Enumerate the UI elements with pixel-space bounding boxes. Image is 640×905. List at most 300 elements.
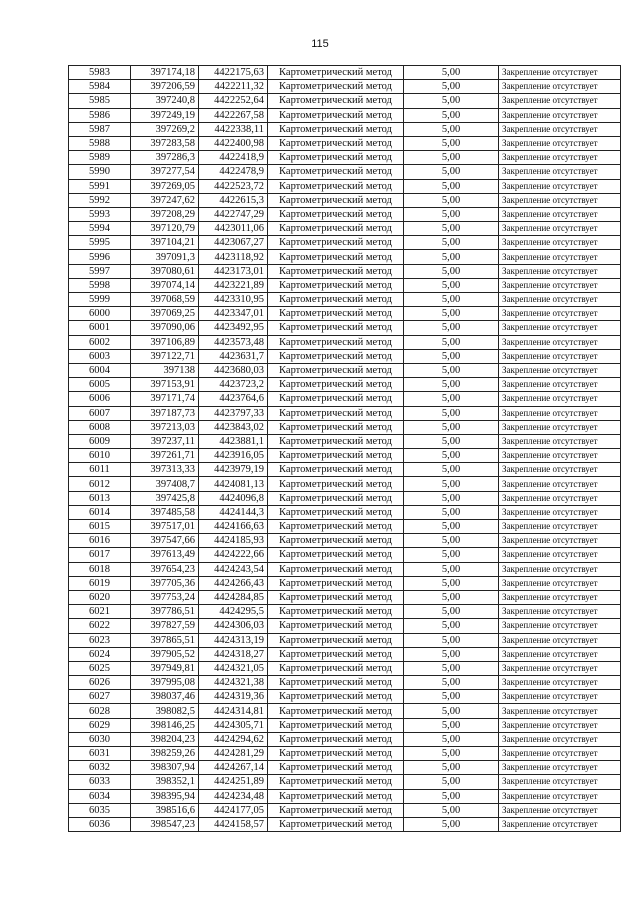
table-row — [69, 122, 621, 136]
fixing-description-cell: Закрепление отсутствует — [499, 590, 621, 604]
accuracy-cell: 5,00 — [404, 278, 499, 292]
fixing-description-cell: Закрепление отсутствует — [499, 704, 621, 718]
x-coordinate-cell: 398516,6 — [131, 803, 199, 817]
y-coordinate-cell: 4424321,05 — [199, 661, 268, 675]
point-number-cell: 6019 — [69, 576, 131, 590]
method-cell: Картометрический метод — [268, 250, 404, 264]
x-coordinate-cell: 397313,33 — [131, 463, 199, 477]
x-coordinate-cell: 397091,3 — [131, 250, 199, 264]
table-row — [69, 80, 621, 94]
accuracy-cell: 5,00 — [404, 704, 499, 718]
accuracy-cell: 5,00 — [404, 661, 499, 675]
fixing-description-cell: Закрепление отсутствует — [499, 122, 621, 136]
point-number-cell: 6023 — [69, 633, 131, 647]
y-coordinate-cell: 4424284,85 — [199, 590, 268, 604]
point-number-cell: 6032 — [69, 761, 131, 775]
x-coordinate-cell: 397206,59 — [131, 80, 199, 94]
x-coordinate-cell: 397249,19 — [131, 108, 199, 122]
fixing-description-cell: Закрепление отсутствует — [499, 363, 621, 377]
x-coordinate-cell: 397547,66 — [131, 534, 199, 548]
x-coordinate-cell: 397485,58 — [131, 505, 199, 519]
fixing-description-cell: Закрепление отсутствует — [499, 207, 621, 221]
table-row — [69, 590, 621, 604]
method-cell: Картометрический метод — [268, 761, 404, 775]
x-coordinate-cell: 397074,14 — [131, 278, 199, 292]
accuracy-cell: 5,00 — [404, 236, 499, 250]
fixing-description-cell: Закрепление отсутствует — [499, 165, 621, 179]
fixing-description-cell: Закрепление отсутствует — [499, 94, 621, 108]
table-row — [69, 193, 621, 207]
point-number-cell: 6028 — [69, 704, 131, 718]
fixing-description-cell: Закрепление отсутствует — [499, 151, 621, 165]
x-coordinate-cell: 397286,3 — [131, 151, 199, 165]
accuracy-cell: 5,00 — [404, 165, 499, 179]
accuracy-cell: 5,00 — [404, 491, 499, 505]
x-coordinate-cell: 397425,8 — [131, 491, 199, 505]
y-coordinate-cell: 4423680,03 — [199, 363, 268, 377]
accuracy-cell: 5,00 — [404, 307, 499, 321]
x-coordinate-cell: 397865,51 — [131, 633, 199, 647]
fixing-description-cell: Закрепление отсутствует — [499, 449, 621, 463]
table-row — [69, 250, 621, 264]
table-row — [69, 477, 621, 491]
accuracy-cell: 5,00 — [404, 349, 499, 363]
accuracy-cell: 5,00 — [404, 817, 499, 831]
y-coordinate-cell: 4424321,38 — [199, 676, 268, 690]
accuracy-cell: 5,00 — [404, 803, 499, 817]
accuracy-cell: 5,00 — [404, 151, 499, 165]
y-coordinate-cell: 4424185,93 — [199, 534, 268, 548]
table-row — [69, 548, 621, 562]
table-row — [69, 676, 621, 690]
x-coordinate-cell: 397104,21 — [131, 236, 199, 250]
method-cell: Картометрический метод — [268, 122, 404, 136]
x-coordinate-cell: 397827,59 — [131, 619, 199, 633]
fixing-description-cell: Закрепление отсутствует — [499, 803, 621, 817]
table-row — [69, 690, 621, 704]
table-row — [69, 179, 621, 193]
fixing-description-cell: Закрепление отсутствует — [499, 179, 621, 193]
method-cell: Картометрический метод — [268, 363, 404, 377]
point-number-cell: 6006 — [69, 392, 131, 406]
x-coordinate-cell: 397187,73 — [131, 406, 199, 420]
method-cell: Картометрический метод — [268, 590, 404, 604]
fixing-description-cell: Закрепление отсутствует — [499, 136, 621, 150]
method-cell: Картометрический метод — [268, 548, 404, 562]
method-cell: Картометрический метод — [268, 718, 404, 732]
method-cell: Картометрический метод — [268, 264, 404, 278]
x-coordinate-cell: 398307,94 — [131, 761, 199, 775]
x-coordinate-cell: 397995,08 — [131, 676, 199, 690]
point-number-cell: 5999 — [69, 293, 131, 307]
method-cell: Картометрический метод — [268, 789, 404, 803]
fixing-description-cell: Закрепление отсутствует — [499, 647, 621, 661]
method-cell: Картометрический метод — [268, 775, 404, 789]
table-row — [69, 264, 621, 278]
y-coordinate-cell: 4422478,9 — [199, 165, 268, 179]
method-cell: Картометрический метод — [268, 732, 404, 746]
y-coordinate-cell: 4423916,05 — [199, 449, 268, 463]
fixing-description-cell: Закрепление отсутствует — [499, 278, 621, 292]
x-coordinate-cell: 398082,5 — [131, 704, 199, 718]
point-number-cell: 6016 — [69, 534, 131, 548]
x-coordinate-cell: 398204,23 — [131, 732, 199, 746]
table-row — [69, 278, 621, 292]
y-coordinate-cell: 4424177,05 — [199, 803, 268, 817]
point-number-cell: 5997 — [69, 264, 131, 278]
point-number-cell: 6034 — [69, 789, 131, 803]
table-row — [69, 151, 621, 165]
y-coordinate-cell: 4424158,57 — [199, 817, 268, 831]
point-number-cell: 5987 — [69, 122, 131, 136]
y-coordinate-cell: 4422523,72 — [199, 179, 268, 193]
accuracy-cell: 5,00 — [404, 207, 499, 221]
method-cell: Картометрический метод — [268, 647, 404, 661]
x-coordinate-cell: 398146,25 — [131, 718, 199, 732]
x-coordinate-cell: 397949,81 — [131, 661, 199, 675]
x-coordinate-cell: 398352,1 — [131, 775, 199, 789]
fixing-description-cell: Закрепление отсутствует — [499, 80, 621, 94]
point-number-cell: 5991 — [69, 179, 131, 193]
page-number: 115 — [311, 38, 329, 50]
point-number-cell: 5995 — [69, 236, 131, 250]
point-number-cell: 6035 — [69, 803, 131, 817]
point-number-cell: 6033 — [69, 775, 131, 789]
method-cell: Картометрический метод — [268, 463, 404, 477]
table-row — [69, 66, 621, 80]
point-number-cell: 6036 — [69, 817, 131, 831]
method-cell: Картометрический метод — [268, 449, 404, 463]
method-cell: Картометрический метод — [268, 619, 404, 633]
y-coordinate-cell: 4423764,6 — [199, 392, 268, 406]
accuracy-cell: 5,00 — [404, 505, 499, 519]
point-number-cell: 6010 — [69, 449, 131, 463]
table-row — [69, 761, 621, 775]
fixing-description-cell: Закрепление отсутствует — [499, 732, 621, 746]
point-number-cell: 6008 — [69, 420, 131, 434]
table-row — [69, 307, 621, 321]
table-row — [69, 392, 621, 406]
fixing-description-cell: Закрепление отсутствует — [499, 193, 621, 207]
table-row — [69, 747, 621, 761]
y-coordinate-cell: 4423011,06 — [199, 222, 268, 236]
x-coordinate-cell: 397705,36 — [131, 576, 199, 590]
fixing-description-cell: Закрепление отсутствует — [499, 264, 621, 278]
x-coordinate-cell: 397174,18 — [131, 66, 199, 80]
accuracy-cell: 5,00 — [404, 676, 499, 690]
accuracy-cell: 5,00 — [404, 619, 499, 633]
y-coordinate-cell: 4423979,19 — [199, 463, 268, 477]
y-coordinate-cell: 4422252,64 — [199, 94, 268, 108]
x-coordinate-cell: 398395,94 — [131, 789, 199, 803]
accuracy-cell: 5,00 — [404, 590, 499, 604]
method-cell: Картометрический метод — [268, 236, 404, 250]
point-number-cell: 6018 — [69, 562, 131, 576]
accuracy-cell: 5,00 — [404, 633, 499, 647]
table-row — [69, 505, 621, 519]
accuracy-cell: 5,00 — [404, 761, 499, 775]
point-number-cell: 5989 — [69, 151, 131, 165]
point-number-cell: 6024 — [69, 647, 131, 661]
y-coordinate-cell: 4422175,63 — [199, 66, 268, 80]
fixing-description-cell: Закрепление отсутствует — [499, 108, 621, 122]
point-number-cell: 6012 — [69, 477, 131, 491]
accuracy-cell: 5,00 — [404, 463, 499, 477]
accuracy-cell: 5,00 — [404, 690, 499, 704]
x-coordinate-cell: 397613,49 — [131, 548, 199, 562]
method-cell: Картометрический метод — [268, 633, 404, 647]
y-coordinate-cell: 4423067,27 — [199, 236, 268, 250]
fixing-description-cell: Закрепление отсутствует — [499, 775, 621, 789]
table-row — [69, 449, 621, 463]
accuracy-cell: 5,00 — [404, 747, 499, 761]
method-cell: Картометрический метод — [268, 520, 404, 534]
method-cell: Картометрический метод — [268, 207, 404, 221]
point-number-cell: 5990 — [69, 165, 131, 179]
method-cell: Картометрический метод — [268, 605, 404, 619]
y-coordinate-cell: 4423118,92 — [199, 250, 268, 264]
fixing-description-cell: Закрепление отсутствует — [499, 747, 621, 761]
table-row — [69, 349, 621, 363]
accuracy-cell: 5,00 — [404, 250, 499, 264]
point-number-cell: 5996 — [69, 250, 131, 264]
method-cell: Картометрический метод — [268, 704, 404, 718]
table-row — [69, 293, 621, 307]
fixing-description-cell: Закрепление отсутствует — [499, 236, 621, 250]
y-coordinate-cell: 4424318,27 — [199, 647, 268, 661]
table-row — [69, 165, 621, 179]
accuracy-cell: 5,00 — [404, 321, 499, 335]
table-row — [69, 335, 621, 349]
y-coordinate-cell: 4424144,3 — [199, 505, 268, 519]
table-row — [69, 817, 621, 831]
y-coordinate-cell: 4423347,01 — [199, 307, 268, 321]
y-coordinate-cell: 4422747,29 — [199, 207, 268, 221]
y-coordinate-cell: 4423573,48 — [199, 335, 268, 349]
x-coordinate-cell: 397753,24 — [131, 590, 199, 604]
point-number-cell: 5998 — [69, 278, 131, 292]
point-number-cell: 5985 — [69, 94, 131, 108]
x-coordinate-cell: 397171,74 — [131, 392, 199, 406]
accuracy-cell: 5,00 — [404, 534, 499, 548]
x-coordinate-cell: 397517,01 — [131, 520, 199, 534]
method-cell: Картометрический метод — [268, 576, 404, 590]
y-coordinate-cell: 4423492,95 — [199, 321, 268, 335]
fixing-description-cell: Закрепление отсутствует — [499, 619, 621, 633]
accuracy-cell: 5,00 — [404, 335, 499, 349]
y-coordinate-cell: 4422338,11 — [199, 122, 268, 136]
fixing-description-cell: Закрепление отсутствует — [499, 250, 621, 264]
method-cell: Картометрический метод — [268, 477, 404, 491]
y-coordinate-cell: 4424081,13 — [199, 477, 268, 491]
fixing-description-cell: Закрепление отсутствует — [499, 307, 621, 321]
accuracy-cell: 5,00 — [404, 222, 499, 236]
method-cell: Картометрический метод — [268, 222, 404, 236]
point-number-cell: 6031 — [69, 747, 131, 761]
y-coordinate-cell: 4424234,48 — [199, 789, 268, 803]
fixing-description-cell: Закрепление отсутствует — [499, 66, 621, 80]
x-coordinate-cell: 397905,52 — [131, 647, 199, 661]
method-cell: Картометрический метод — [268, 108, 404, 122]
table-row — [69, 520, 621, 534]
y-coordinate-cell: 4423797,33 — [199, 406, 268, 420]
y-coordinate-cell: 4423221,89 — [199, 278, 268, 292]
x-coordinate-cell: 397786,51 — [131, 605, 199, 619]
y-coordinate-cell: 4424266,43 — [199, 576, 268, 590]
point-number-cell: 6009 — [69, 434, 131, 448]
fixing-description-cell: Закрепление отсутствует — [499, 817, 621, 831]
point-number-cell: 6007 — [69, 406, 131, 420]
y-coordinate-cell: 4424295,5 — [199, 605, 268, 619]
fixing-description-cell: Закрепление отсутствует — [499, 718, 621, 732]
fixing-description-cell: Закрепление отсутствует — [499, 562, 621, 576]
method-cell: Картометрический метод — [268, 434, 404, 448]
fixing-description-cell: Закрепление отсутствует — [499, 392, 621, 406]
point-number-cell: 6025 — [69, 661, 131, 675]
method-cell: Картометрический метод — [268, 420, 404, 434]
x-coordinate-cell: 397240,8 — [131, 94, 199, 108]
table-row — [69, 789, 621, 803]
y-coordinate-cell: 4423723,2 — [199, 378, 268, 392]
x-coordinate-cell: 397068,59 — [131, 293, 199, 307]
y-coordinate-cell: 4424294,62 — [199, 732, 268, 746]
accuracy-cell: 5,00 — [404, 732, 499, 746]
accuracy-cell: 5,00 — [404, 718, 499, 732]
y-coordinate-cell: 4424222,66 — [199, 548, 268, 562]
table-row — [69, 136, 621, 150]
y-coordinate-cell: 4424166,63 — [199, 520, 268, 534]
fixing-description-cell: Закрепление отсутствует — [499, 520, 621, 534]
point-number-cell: 6017 — [69, 548, 131, 562]
accuracy-cell: 5,00 — [404, 193, 499, 207]
accuracy-cell: 5,00 — [404, 434, 499, 448]
fixing-description-cell: Закрепление отсутствует — [499, 434, 621, 448]
fixing-description-cell: Закрепление отсутствует — [499, 420, 621, 434]
method-cell: Картометрический метод — [268, 392, 404, 406]
accuracy-cell: 5,00 — [404, 520, 499, 534]
method-cell: Картометрический метод — [268, 349, 404, 363]
accuracy-cell: 5,00 — [404, 264, 499, 278]
accuracy-cell: 5,00 — [404, 562, 499, 576]
accuracy-cell: 5,00 — [404, 477, 499, 491]
x-coordinate-cell: 397654,23 — [131, 562, 199, 576]
accuracy-cell: 5,00 — [404, 548, 499, 562]
x-coordinate-cell: 397277,54 — [131, 165, 199, 179]
x-coordinate-cell: 397247,62 — [131, 193, 199, 207]
table-row — [69, 633, 621, 647]
accuracy-cell: 5,00 — [404, 293, 499, 307]
method-cell: Картометрический метод — [268, 676, 404, 690]
method-cell: Картометрический метод — [268, 817, 404, 831]
x-coordinate-cell: 397237,11 — [131, 434, 199, 448]
y-coordinate-cell: 4424267,14 — [199, 761, 268, 775]
y-coordinate-cell: 4423310,95 — [199, 293, 268, 307]
accuracy-cell: 5,00 — [404, 108, 499, 122]
y-coordinate-cell: 4422211,32 — [199, 80, 268, 94]
table-row — [69, 647, 621, 661]
method-cell: Картометрический метод — [268, 690, 404, 704]
x-coordinate-cell: 397283,58 — [131, 136, 199, 150]
y-coordinate-cell: 4424319,36 — [199, 690, 268, 704]
method-cell: Картометрический метод — [268, 151, 404, 165]
accuracy-cell: 5,00 — [404, 449, 499, 463]
fixing-description-cell: Закрепление отсутствует — [499, 477, 621, 491]
table-row — [69, 420, 621, 434]
fixing-description-cell: Закрепление отсутствует — [499, 463, 621, 477]
fixing-description-cell: Закрепление отсутствует — [499, 335, 621, 349]
method-cell: Картометрический метод — [268, 165, 404, 179]
x-coordinate-cell: 397106,89 — [131, 335, 199, 349]
method-cell: Картометрический метод — [268, 307, 404, 321]
point-number-cell: 5986 — [69, 108, 131, 122]
x-coordinate-cell: 397213,03 — [131, 420, 199, 434]
x-coordinate-cell: 397408,7 — [131, 477, 199, 491]
table-row — [69, 732, 621, 746]
point-number-cell: 5994 — [69, 222, 131, 236]
point-number-cell: 5983 — [69, 66, 131, 80]
x-coordinate-cell: 397208,29 — [131, 207, 199, 221]
fixing-description-cell: Закрепление отсутствует — [499, 690, 621, 704]
point-number-cell: 6014 — [69, 505, 131, 519]
y-coordinate-cell: 4424243,54 — [199, 562, 268, 576]
y-coordinate-cell: 4424251,89 — [199, 775, 268, 789]
point-number-cell: 6022 — [69, 619, 131, 633]
fixing-description-cell: Закрепление отсутствует — [499, 349, 621, 363]
table-row — [69, 363, 621, 377]
method-cell: Картометрический метод — [268, 335, 404, 349]
x-coordinate-cell: 397269,05 — [131, 179, 199, 193]
table-row — [69, 661, 621, 675]
table-row — [69, 619, 621, 633]
fixing-description-cell: Закрепление отсутствует — [499, 293, 621, 307]
y-coordinate-cell: 4422400,98 — [199, 136, 268, 150]
point-number-cell: 6013 — [69, 491, 131, 505]
fixing-description-cell: Закрепление отсутствует — [499, 222, 621, 236]
point-number-cell: 6030 — [69, 732, 131, 746]
y-coordinate-cell: 4424281,29 — [199, 747, 268, 761]
y-coordinate-cell: 4424313,19 — [199, 633, 268, 647]
accuracy-cell: 5,00 — [404, 789, 499, 803]
point-number-cell: 6029 — [69, 718, 131, 732]
x-coordinate-cell: 397153,91 — [131, 378, 199, 392]
point-number-cell: 6004 — [69, 363, 131, 377]
table-row — [69, 534, 621, 548]
table-row — [69, 562, 621, 576]
fixing-description-cell: Закрепление отсутствует — [499, 605, 621, 619]
table-row — [69, 718, 621, 732]
point-number-cell: 6005 — [69, 378, 131, 392]
fixing-description-cell: Закрепление отсутствует — [499, 491, 621, 505]
point-number-cell: 5992 — [69, 193, 131, 207]
y-coordinate-cell: 4423173,01 — [199, 264, 268, 278]
method-cell: Картометрический метод — [268, 803, 404, 817]
method-cell: Картометрический метод — [268, 179, 404, 193]
x-coordinate-cell: 397120,79 — [131, 222, 199, 236]
table-row — [69, 576, 621, 590]
y-coordinate-cell: 4424096,8 — [199, 491, 268, 505]
x-coordinate-cell: 398037,46 — [131, 690, 199, 704]
accuracy-cell: 5,00 — [404, 94, 499, 108]
accuracy-cell: 5,00 — [404, 420, 499, 434]
table-row — [69, 434, 621, 448]
accuracy-cell: 5,00 — [404, 378, 499, 392]
method-cell: Картометрический метод — [268, 747, 404, 761]
table-row — [69, 605, 621, 619]
fixing-description-cell: Закрепление отсутствует — [499, 633, 621, 647]
fixing-description-cell: Закрепление отсутствует — [499, 321, 621, 335]
method-cell: Картометрический метод — [268, 505, 404, 519]
fixing-description-cell: Закрепление отсутствует — [499, 548, 621, 562]
